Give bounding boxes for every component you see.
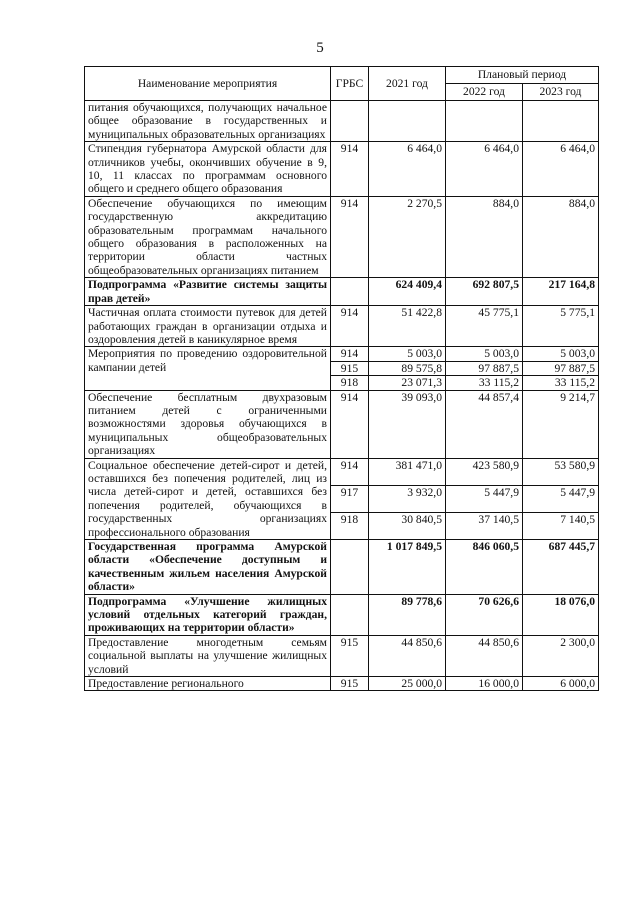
- row-value-2022: [446, 101, 523, 142]
- row-value-2022: 44 857,4: [446, 390, 523, 458]
- row-name: Мероприятия по проведению оздоровительной кампании детей: [85, 347, 331, 390]
- row-value-2022: 884,0: [446, 196, 523, 277]
- row-name: Подпрограмма «Развитие системы защиты прав детей»: [85, 278, 331, 306]
- header-2023: 2023 год: [523, 84, 599, 101]
- row-grbs: 918: [331, 512, 369, 539]
- row-value-2021: 30 840,5: [369, 512, 446, 539]
- row-value-2023: 53 580,9: [523, 458, 599, 485]
- row-value-2023: 6 464,0: [523, 142, 599, 197]
- row-value-2021: 3 932,0: [369, 485, 446, 512]
- row-value-2022: 37 140,5: [446, 512, 523, 539]
- header-name: Наименование мероприятия: [85, 67, 331, 101]
- row-name: Предоставление многодетным семьям социальной выплаты на улучшение жилищных условий: [85, 635, 331, 676]
- row-value-2022: 5 003,0: [446, 347, 523, 361]
- row-name: Государственная программа Амурской области «Обеспечение доступным и качественным жильем населения Амурской области»: [85, 540, 331, 595]
- row-value-2022: 44 850,6: [446, 635, 523, 676]
- row-value-2021: 1 017 849,5: [369, 540, 446, 595]
- row-value-2022: 6 464,0: [446, 142, 523, 197]
- row-value-2023: 5 447,9: [523, 485, 599, 512]
- row-name: Частичная оплата стоимости путевок для детей работающих граждан в организации отдыха и оздоровления детей в каникулярное время: [85, 306, 331, 347]
- row-value-2021: 624 409,4: [369, 278, 446, 306]
- row-value-2022: 16 000,0: [446, 677, 523, 691]
- row-grbs: 914: [331, 458, 369, 485]
- row-value-2022: 45 775,1: [446, 306, 523, 347]
- table-row: [85, 142, 599, 197]
- row-value-2021: 6 464,0: [369, 142, 446, 197]
- row-value-2023: 5 775,1: [523, 306, 599, 347]
- page-number: 5: [316, 40, 324, 56]
- header-grbs: ГРБС: [331, 67, 369, 101]
- row-value-2023: [523, 101, 599, 142]
- table-row: [85, 540, 599, 595]
- row-value-2022: 423 580,9: [446, 458, 523, 485]
- table-row: [85, 677, 599, 691]
- row-value-2022: 5 447,9: [446, 485, 523, 512]
- row-value-2023: 9 214,7: [523, 390, 599, 458]
- table-row: [85, 101, 599, 142]
- row-grbs: 918: [331, 376, 369, 390]
- row-value-2023: 33 115,2: [523, 376, 599, 390]
- row-name: Социальное обеспечение детей-сирот и детей, оставшихся без попечения родителей, лиц из числа детей-сирот и детей, оставшихся без попечения родителей, обучающихся в государственных организациях профессионального образования: [85, 458, 331, 539]
- row-grbs: 914: [331, 142, 369, 197]
- row-value-2021: 25 000,0: [369, 677, 446, 691]
- header-plan-period: Плановый период: [446, 67, 599, 84]
- row-grbs: [331, 278, 369, 306]
- row-grbs: 914: [331, 306, 369, 347]
- table-row: [85, 347, 599, 361]
- row-value-2023: 7 140,5: [523, 512, 599, 539]
- row-value-2022: 846 060,5: [446, 540, 523, 595]
- row-value-2021: 89 778,6: [369, 594, 446, 635]
- row-value-2021: 89 575,8: [369, 361, 446, 375]
- row-grbs: 915: [331, 677, 369, 691]
- row-grbs: 915: [331, 361, 369, 375]
- row-grbs: 915: [331, 635, 369, 676]
- row-value-2021: 39 093,0: [369, 390, 446, 458]
- row-value-2021: 44 850,6: [369, 635, 446, 676]
- header-2021: 2021 год: [369, 67, 446, 101]
- row-value-2023: 217 164,8: [523, 278, 599, 306]
- row-value-2021: 5 003,0: [369, 347, 446, 361]
- row-name: Подпрограмма «Улучшение жилищных условий отдельных категорий граждан, проживающих на территории области»: [85, 594, 331, 635]
- row-value-2023: 18 076,0: [523, 594, 599, 635]
- row-value-2021: 23 071,3: [369, 376, 446, 390]
- row-value-2022: 692 807,5: [446, 278, 523, 306]
- row-name: питания обучающихся, получающих начальное общее образование в государственных и муниципальных образовательных организациях: [85, 101, 331, 142]
- row-value-2021: [369, 101, 446, 142]
- row-grbs: [331, 101, 369, 142]
- header-2022: 2022 год: [446, 84, 523, 101]
- row-value-2023: 5 003,0: [523, 347, 599, 361]
- row-value-2022: 33 115,2: [446, 376, 523, 390]
- row-value-2023: 884,0: [523, 196, 599, 277]
- row-grbs: [331, 540, 369, 595]
- row-value-2023: 6 000,0: [523, 677, 599, 691]
- row-name: Предоставление регионального: [85, 677, 331, 691]
- row-name: Стипендия губернатора Амурской области для отличников учебы, окончивших обучение в 9, 10, 11 классах по программам основного общего и среднего общего образования: [85, 142, 331, 197]
- table-row: [85, 594, 599, 635]
- budget-table: [84, 66, 599, 691]
- row-value-2023: 97 887,5: [523, 361, 599, 375]
- row-value-2021: 51 422,8: [369, 306, 446, 347]
- row-value-2021: 2 270,5: [369, 196, 446, 277]
- row-value-2022: 97 887,5: [446, 361, 523, 375]
- row-value-2023: 687 445,7: [523, 540, 599, 595]
- row-grbs: 914: [331, 390, 369, 458]
- row-grbs: 914: [331, 196, 369, 277]
- row-grbs: [331, 594, 369, 635]
- row-value-2023: 2 300,0: [523, 635, 599, 676]
- row-value-2021: 381 471,0: [369, 458, 446, 485]
- table-row: [85, 306, 599, 347]
- table-row: [85, 458, 599, 485]
- table-row: [85, 278, 599, 306]
- row-value-2022: 70 626,6: [446, 594, 523, 635]
- table-row: [85, 390, 599, 458]
- row-grbs: 914: [331, 347, 369, 361]
- row-name: Обеспечение бесплатным двухразовым питанием детей с ограниченными возможностями здоровья обучающихся в муниципальных общеобразовательных организациях: [85, 390, 331, 458]
- table-row: [85, 196, 599, 277]
- table-body: [85, 101, 599, 691]
- row-grbs: 917: [331, 485, 369, 512]
- table-row: [85, 635, 599, 676]
- row-name: Обеспечение обучающихся по имеющим государственную аккредитацию образовательным программам начального общего образования в расположенных на территории области частных общеобразовательных организациях питанием: [85, 196, 331, 277]
